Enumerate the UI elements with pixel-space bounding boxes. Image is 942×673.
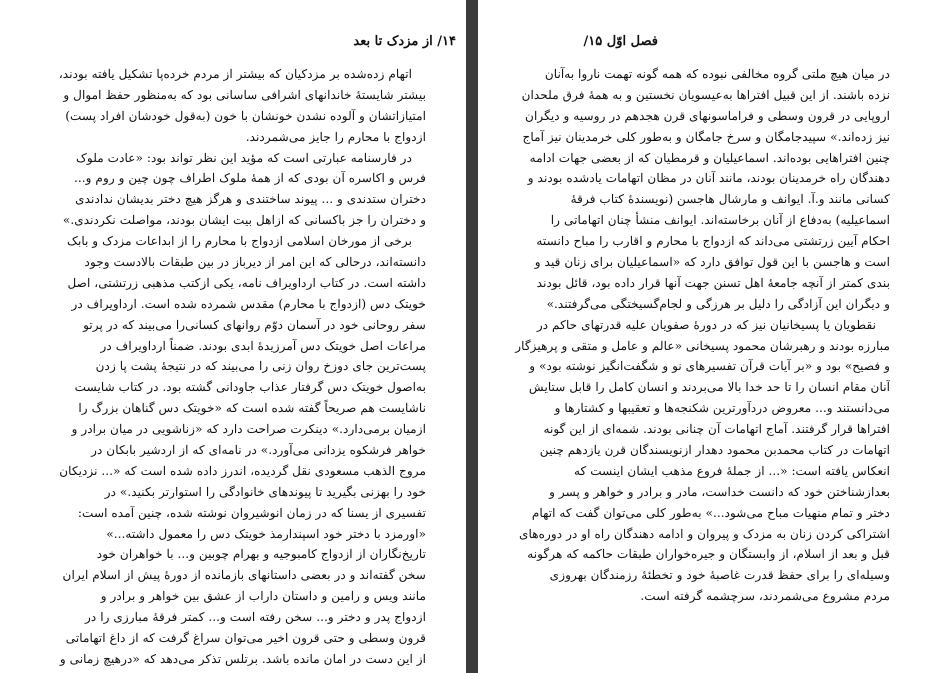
text-line: ازمیان برمی‌دارد.» دینکرت صراحت دارد که «زناشویی در میان برادر و (71, 422, 426, 437)
right-page-body (510, 64, 890, 607)
text-line: در فارسنامه عبارتی است که مؤید این نظر تواند بود: «عادت ملوک (76, 150, 412, 165)
text-line: مانند ویس و رامین و داستان داراب از عشق بین خواهر و برادر و (100, 589, 426, 604)
text-line: بعدازشناختن خود که دانست خداست، مادر و برادر و خواهر و پسر و (549, 484, 890, 499)
text-line: می‌دانستند و... معروض دردآورترین شکنجه‌ها و تعقیبها و کشتارها و (554, 401, 890, 416)
text-line: و دیگران این آزادگی را دلیل بر هرزگی و لجام‌گسیختگی می‌گرفتند.» (546, 296, 890, 311)
text-line: دانسته‌اند، درحالی که این امر از دیرباز در بین طبقات بالادست وجود (84, 255, 426, 270)
text-line: بیشتر شایستهٔ خاندانهای اشرافی ساسانی بود که به‌منظور حفظ اموال و (63, 87, 426, 102)
text-line: به‌اصول خویتک دس گرفتار عذاب جاودانی گشته بود. در کتاب شایست (74, 380, 426, 395)
text-line: تفسیری از یسنا که در زمان انوشیروان نوشته شده، چنین آمده است: (77, 505, 426, 520)
text-line: چنین افتراهایی بوده‌اند. اسماعیلیان و قرمطیان که از بعضی جهات ادامه (529, 150, 890, 165)
text-line: آنان مقام انسان را تا حد خدا بالا می‌بردند و انسان کامل را قابل ستایش (528, 380, 890, 395)
text-line: اتهام زده‌شده بر مزدکیان که بیشتر از مردم خرده‌پا تشکیل یافته بودند، (58, 67, 412, 81)
text-line: بندی کمتر از آنچه جامعهٔ اهل تسنن جهت آنها قرار داده بود، قائل بودند (536, 275, 890, 290)
text-line: تاریخ‌نگاران از ازدواج کامبوجیه و بهرام چوبین و... با خواهران خود (96, 547, 426, 562)
text-line: خواهر فرشکوه یزدانی می‌آورد.» در نامه‌ای که از اردشیر بابکان در (91, 443, 426, 458)
text-line: مروج الذهب مسعودی نقل گردیده، اندرز داده شده است که «... نزدیکان (59, 463, 426, 478)
text-line: اروپایی در قرون وسطی و فراماسونهای قرن هجدهم در روسیه و دیگران (525, 108, 890, 123)
left-page-body (48, 64, 426, 670)
text-line: سخن گفته‌اند و در بعضی داستانهای بازمانده از دورهٔ پیش از اسلام ایران (62, 568, 426, 583)
text-line: مردم مشروع می‌شمردند، سرچشمه گرفته است. (640, 589, 890, 604)
right-page-running-header: فصل اوّل ۱۵/ (583, 34, 658, 49)
text-line: ازدواج با محارم را جایز می‌شمردند. (245, 129, 426, 144)
text-line: اتهامات در کتاب محمدبن محمود دهدار ازنویسندگان قرن یازدهم چنین (539, 443, 890, 458)
text-line: نقطویان یا پسیخانیان نیز که در دورهٔ صفویان علیه قدرتهای حاکم در (536, 317, 876, 332)
text-line: سفر روحانی خود در آسمان دوّم روانهای کسانی‌را می‌بیند که در پرتو (83, 317, 426, 332)
text-line: «اورمزد با دختر خود اسپندارمذ خویتک دس را معمول داشته...» (106, 526, 426, 541)
right-book-page (478, 0, 942, 673)
text-line: فرس و اکاسره آن بودی که از همهٔ ملوک اطراف چون چین و روم و... (74, 171, 426, 186)
text-line: است و هاجسن با این قول توافق دارد که «اسماعیلیان برای زنان قید و (534, 255, 890, 270)
text-line: در میان هیچ ملتی گروه مخالفی نبوده که همه گونه تهمت ناروا به‌آنان (544, 67, 890, 81)
text-line: اسماعیلیه) به‌دفاع از آنان برخاسته‌اند. ایوانف منشأ چنان اتهاماتی را (550, 213, 890, 228)
text-line: قرون وسطی و حتی قرون اخیر می‌توان سراغ گرفت که از داغ اتهاماتی (65, 631, 426, 646)
text-line: نزده باشند. از این قبیل افترا‌ها به‌عیسویان نخستین و به همهٔ فرق ملحدان (521, 87, 890, 102)
text-line: برخی از مورخان اسلامی ازدواج با محارم را از ابداعات مزدک و بابک (67, 234, 412, 249)
text-line: دختران ستدندی و ... پیوند ساختندی و هرگز هیچ دختر بدیشان ندادندی (75, 192, 426, 207)
text-line: اشتراکی کردن زنان به مزدک و پیروان و ادامه دهندگان راه او در دوره‌های (518, 526, 890, 541)
left-page-running-header: ۱۴/ از مزدک تا بعد (353, 34, 456, 49)
text-line: ناشایست هم صریحاً گفته شده است که «خویتک دس گناهان بزرگ را (78, 401, 426, 416)
text-line: داشته است. در کتاب ارداویراف نامه، یکی ازکتب مذهبی زرتشتی، اصل (67, 275, 426, 290)
text-line: احکام آیین زرتشتی می‌داند که ازدواج با محارم و اقارب را مباح دانسته (536, 234, 890, 249)
text-line: و دختران را جز باکسانی که ازاهل بیت ایشان بودند، مواصلت نکردندی.» (62, 213, 426, 228)
text-line: وسیله‌ای را برای حفظ قدرت غاصبهٔ خود و تخطئهٔ رزمندگان بهروزی (549, 568, 890, 583)
text-line: نیز زده‌اند.» سپیدجامگان و سرخ جامگان و به‌طور کلی خرمدینان نیز آماج (522, 129, 890, 144)
text-line: انعکاس یافته است: «... از جملهٔ فروع مذهب ایشان اینست که (573, 463, 890, 478)
text-line: مراعات اصل خویتک دس آمرزیدهٔ ابدی بودند. ضمناً ارداویراف در (100, 338, 426, 353)
text-line: دختر و تمام منهیات مباح می‌شود...» به‌طور کلی می‌توان گفت که اتهام (531, 505, 890, 520)
left-book-page (0, 0, 466, 673)
text-line: قبل و بعد از اسلام، از وابستگان و جیره‌خواران طبقات حاکمه که هرگونه (527, 547, 890, 562)
text-line: از این دست در امان مانده باشد. برتلس تذکر می‌دهد که «درهیچ زمانی و (59, 651, 426, 666)
text-line: افتراها قرار گرفتند. آماج اتهامات آن چنانی بودند. شمه‌ای از این گونه (543, 422, 890, 437)
text-line: کسانی مانند و.آ. ایوانف و مارشال هاجسن (نویسندهٔ کتاب فرقهٔ (570, 192, 890, 207)
text-line: ازدواج پدر و دختر و... سخن رفته است و... کمتر فرقهٔ مبارزی را در (85, 610, 426, 625)
text-line: مبارزه بودند و رهبرشان محمود پسیخانی «عالم و عامل و متقی و پرهیزگار (515, 338, 890, 353)
text-line: پست‌ترین جای دوزخ روان زنی را می‌بیند که در نتیجهٔ پشت پا زدن (95, 359, 426, 374)
text-line: خویتک دس (ازدواج با محارم) مقدس شمرده شده است. ارداویراف در (71, 296, 426, 311)
text-line: امتیازاتشان و آلوده نشدن خونشان با خون (به‌قول خودشان افراد پست) (65, 108, 426, 123)
book-spine-gutter (466, 0, 478, 673)
text-line: و فصیح» بود و «بر آیات قرآن تفسیرهای نو و شگفت‌انگیز نوشته بود» و (529, 359, 890, 374)
text-line: خود را بهزنی بگیرید تا پیوندهای خانوادگی را استوارتر بکنید.» در (104, 484, 426, 499)
text-line: دهندگان راه خرمدینان بودند، مانند آنان در مظان اتهامات یادشده بودند و (527, 171, 890, 186)
